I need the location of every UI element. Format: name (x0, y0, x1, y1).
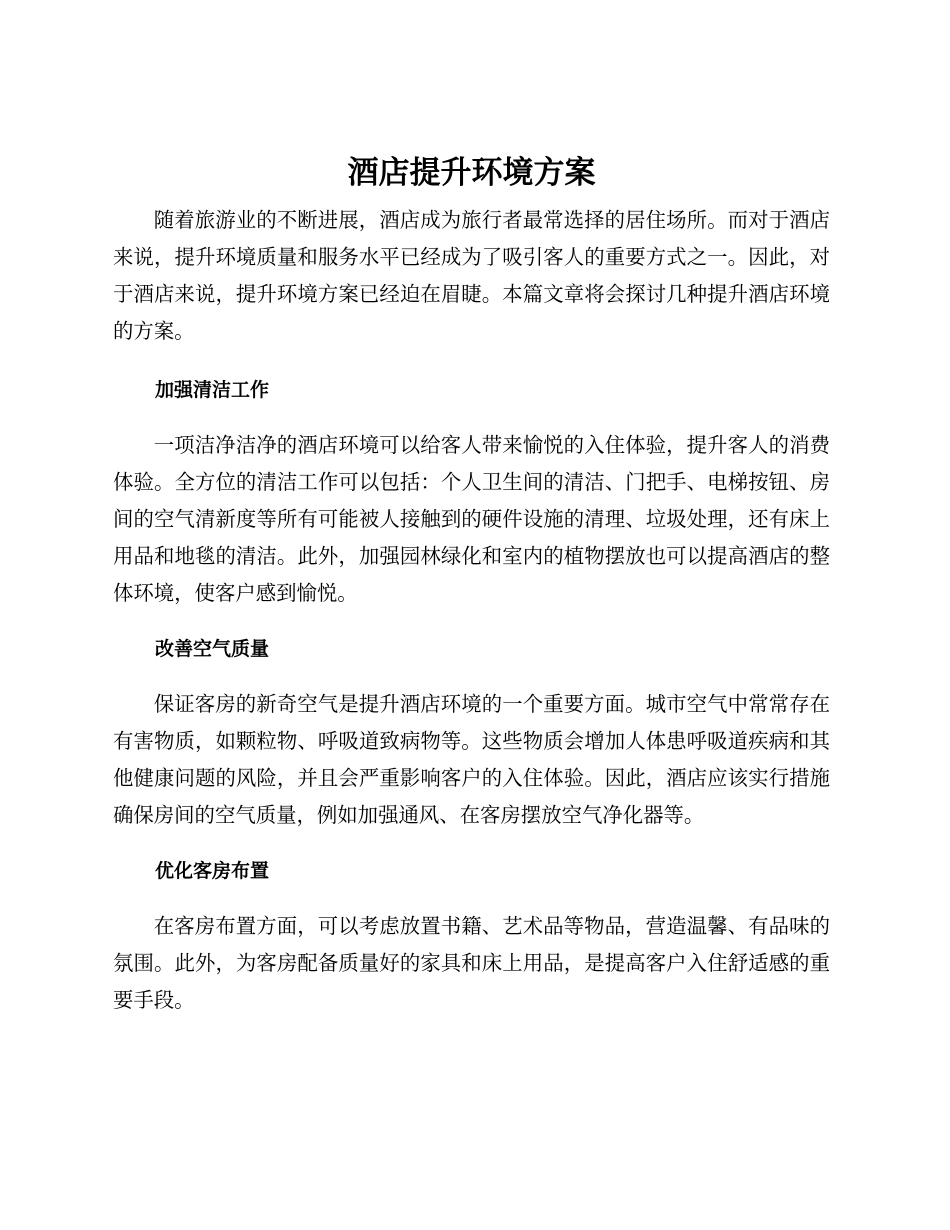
section-body-cleaning: 一项洁净洁净的酒店环境可以给客人带来愉悦的入住体验，提升客人的消费体验。全方位的清洁工作可以包括：个人卫生间的清洁、门把手、电梯按钮、房间的空气清新度等所有可能被人接触到的硬件设施的清理、垃圾处理，还有床上用品和地毯的清洁。此外，加强园林绿化和室内的植物摆放也可以提高酒店的整体环境，使客户感到愉悦。 (113, 433, 830, 605)
section-heading-cleaning: 加强清洁工作 (155, 379, 270, 401)
section-body-air-quality: 保证客房的新奇空气是提升酒店环境的一个重要方面。城市空气中常常存在有害物质，如颗粒物、呼吸道致病物等。这些物质会增加人体患呼吸道疾病和其他健康问题的风险，并且会严重影响客户的入住体验。因此，酒店应该实行措施确保房间的空气质量，例如加强通风、在客房摆放空气净化器等。 (113, 692, 830, 827)
section-heading-room-layout: 优化客房布置 (155, 860, 270, 882)
intro-paragraph: 随着旅游业的不断进展，酒店成为旅行者最常选择的居住场所。而对于酒店来说，提升环境质量和服务水平已经成为了吸引客人的重要方式之一。因此，对于酒店来说，提升环境方案已经迫在眉睫。本篇文章将会探讨几种提升酒店环境的方案。 (113, 208, 830, 343)
document-page (113, 150, 830, 1019)
section-body-room-layout: 在客房布置方面，可以考虑放置书籍、艺术品等物品，营造温馨、有品味的氛围。此外，为客房配备质量好的家具和床上用品，是提高客户入住舒适感的重要手段。 (113, 914, 830, 1012)
document-title: 酒店提升环境方案 (347, 155, 596, 191)
section-heading-air-quality: 改善空气质量 (155, 638, 270, 660)
